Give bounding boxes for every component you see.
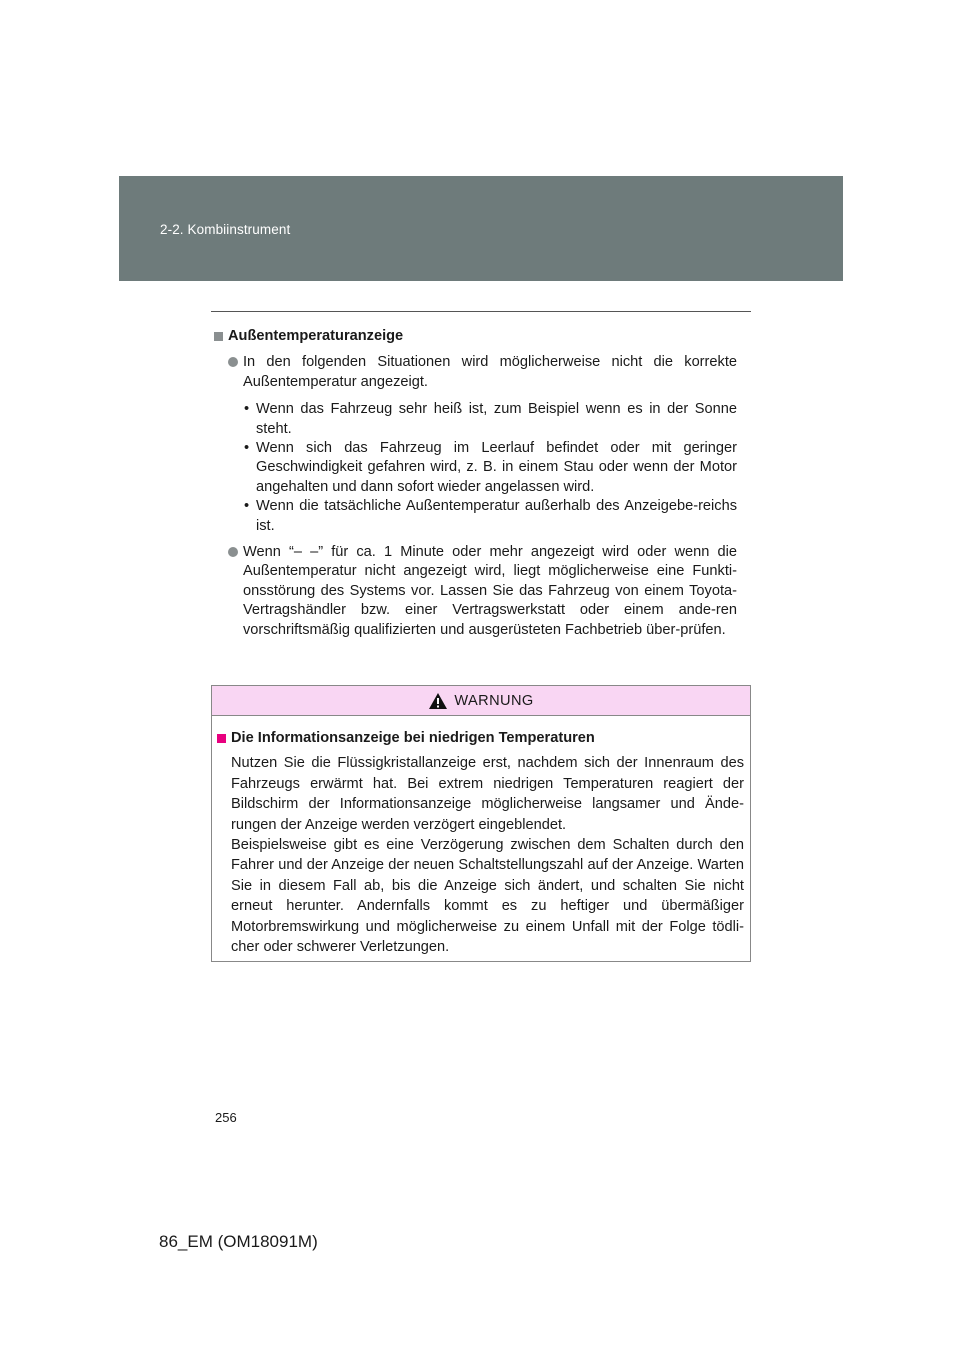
chapter-header-band [119,176,843,281]
sub-item-text: Wenn die tatsächliche Außentemperatur außerhalb des Anzeigebe-reichs ist. [256,498,737,534]
square-bullet-icon [217,734,226,743]
sub-list-item [211,439,751,497]
sub-item-text: Wenn das Fahrzeug sehr heiß ist, zum Beispiel wenn es in der Sonne steht. [256,401,737,437]
section-divider [211,311,751,312]
warning-title-text: Die Informationsanzeige bei niedrigen Temperaturen [231,730,595,746]
sub-list-item [211,400,751,439]
warning-triangle-icon [428,692,448,710]
warning-paragraph: Nutzen Sie die Flüssigkristallanzeige erst, nachdem sich der Innenraum des Fahrzeugs erwärmt hat. Bei extrem niedrigen Temperaturen reagiert der Bildschirm der Informationsanzeige möglicherweise langsamer und Ände-rungen der Anzeige werden verzögert eingeblendet. [231,755,744,833]
document-code: 86_EM (OM18091M) [159,1232,318,1251]
sub-item-text: Wenn sich das Fahrzeug im Leerlauf befindet oder mit geringer Geschwindigkeit gefahren wird, z. B. in einem Stau oder wenn der Motor angehalten und dann sofort wieder angelassen wird. [256,440,737,495]
section-heading [214,327,751,346]
section-title: Außentemperaturanzeige [228,328,404,344]
square-bullet-icon [214,332,223,341]
breadcrumb: 2-2. Kombiinstrument [160,222,291,237]
page-number: 256 [215,1110,237,1125]
warning-label: WARNUNG [454,692,534,709]
warning-box [211,685,751,962]
bullet-text: Wenn “– –” für ca. 1 Minute oder mehr angezeigt wird oder wenn die Außentemperatur nicht angezeigt wird, liegt möglicherweise eine Funkti-onsstörung des Systems vor. Lassen Sie das Fahrzeug von einem Toyota-Vertragshändler bzw. einer Vertragswerkstatt oder einem ande-ren vorschriftsmäßig qualifizierten und ausgerüsteten Fachbetrieb über-prüfen. [243,544,737,638]
dot-marker-icon: • [244,440,250,457]
list-item [211,543,751,640]
dot-marker-icon: • [244,498,250,515]
warning-body [212,716,750,957]
list-item [211,353,751,392]
warning-header [212,686,750,716]
warning-paragraph: Beispielsweise gibt es eine Verzögerung zwischen dem Schalten durch den Fahrer und der Anzeige der neuen Schaltstellungszahl auf der Anzeige. Warten Sie in diesem Fall ab, bis die Anzeige sich ändert, und schalten Sie nicht erneut herunter. Andernfalls kommt es zu heftiger und übermäßiger Motorbremswirkung und möglicherweise zu einem Unfall mit der Folge tödli-cher oder schwerer Verletzungen. [231,837,744,956]
dot-marker-icon: • [244,401,250,418]
sub-list-item [211,497,751,536]
round-bullet-icon [228,357,238,367]
main-content [211,327,751,648]
bullet-text: In den folgenden Situationen wird möglicherweise nicht die korrekte Außentemperatur angezeigt. [243,354,737,390]
sub-list [211,400,751,536]
round-bullet-icon [228,547,238,557]
warning-title [217,728,744,748]
